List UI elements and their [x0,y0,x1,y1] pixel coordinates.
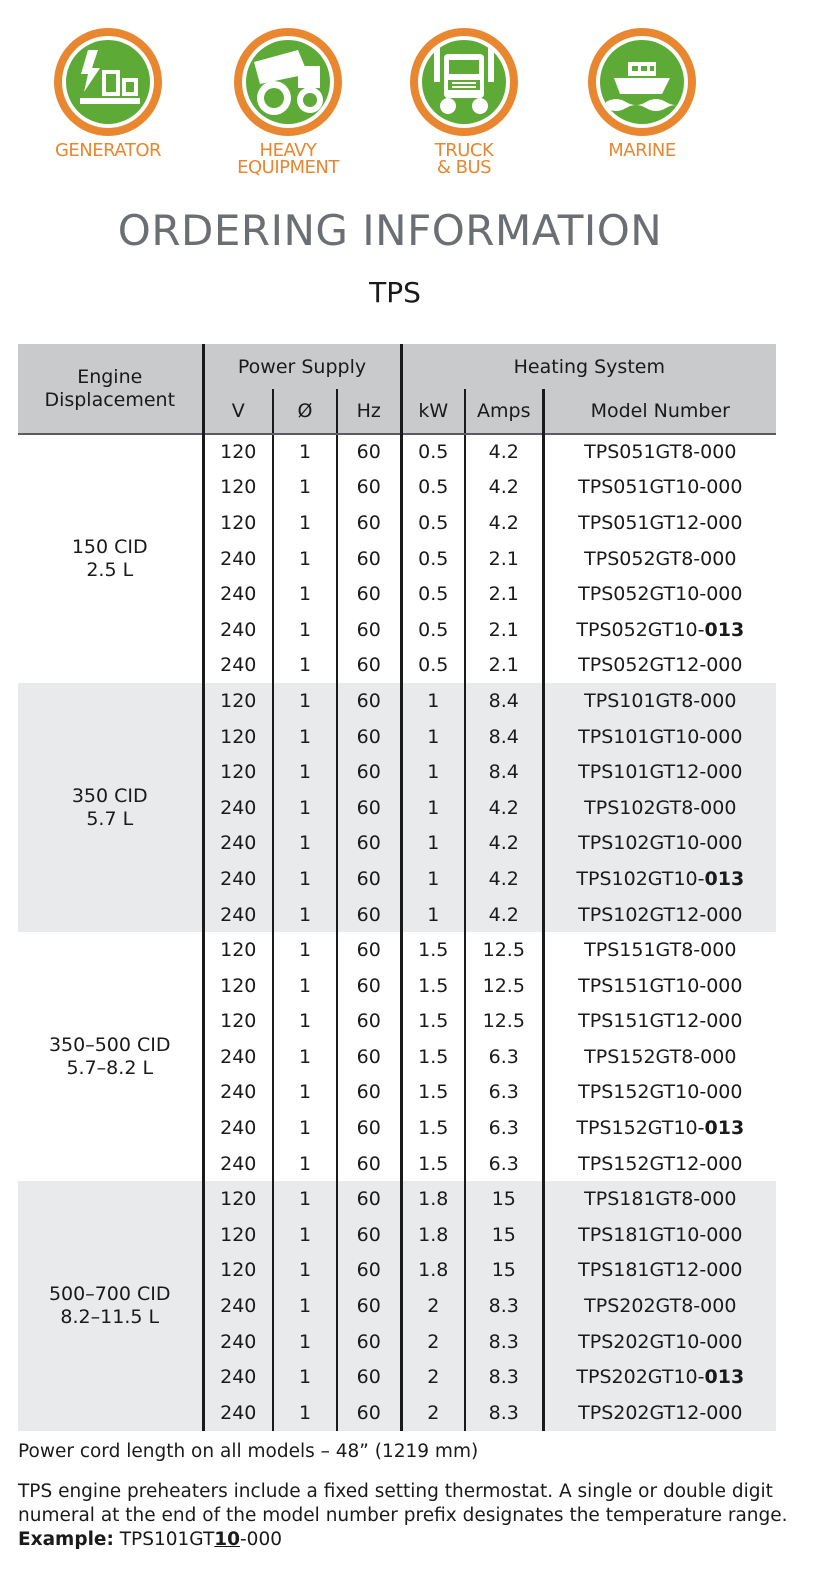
model-prefix: TPS202GT10- [576,1366,705,1389]
cell-model-number [543,1395,776,1431]
cell-model-number [543,790,776,826]
cell-phase: 1 [273,719,337,755]
cell-amps: 8.3 [465,1288,543,1324]
app-heavy-equipment [198,28,378,176]
cell-v: 120 [203,968,273,1004]
cell-phase: 1 [273,1395,337,1431]
model-prefix: TPS151GT12-000 [578,1010,743,1033]
cell-kw: 0.5 [401,576,465,612]
cell-hz: 60 [337,1004,401,1040]
cell-v: 240 [203,1110,273,1146]
cell-amps: 12.5 [465,932,543,968]
app-generator [18,28,198,159]
app-label: HEAVY EQUIPMENT [237,140,339,178]
model-prefix: TPS202GT10-000 [578,1330,743,1353]
cell-phase: 1 [273,1181,337,1217]
cell-phase: 1 [273,1288,337,1324]
cell-kw: 1.5 [401,1146,465,1182]
cell-phase: 1 [273,1039,337,1075]
model-prefix: TPS181GT12-000 [578,1259,743,1282]
cell-model-number [543,861,776,897]
cell-kw: 0.5 [401,612,465,648]
cell-v: 240 [203,1359,273,1395]
table-body [18,434,776,1431]
cell-kw: 2 [401,1359,465,1395]
table-row [18,1181,776,1217]
cell-v: 120 [203,1217,273,1253]
model-prefix: TPS102GT8-000 [584,796,737,819]
cell-amps: 8.3 [465,1324,543,1360]
header-phase: Ø [273,389,337,434]
cell-v: 240 [203,612,273,648]
cell-hz: 60 [337,1181,401,1217]
header-heating-system: Heating System [401,344,776,389]
cell-kw: 1 [401,683,465,719]
cell-kw: 1.8 [401,1253,465,1289]
cell-amps: 4.2 [465,861,543,897]
cell-hz: 60 [337,683,401,719]
model-prefix: TPS151GT10-000 [578,974,743,997]
cell-hz: 60 [337,612,401,648]
cell-model-number [543,1359,776,1395]
cell-v: 120 [203,683,273,719]
model-prefix: TPS202GT8-000 [584,1295,737,1318]
app-marine [552,28,732,159]
cell-phase: 1 [273,861,337,897]
cell-model-number [543,719,776,755]
cell-hz: 60 [337,719,401,755]
cell-v: 120 [203,470,273,506]
header-amps: Amps [465,389,543,434]
cell-hz: 60 [337,1395,401,1431]
header-hz: Hz [337,389,401,434]
cell-hz: 60 [337,897,401,933]
cell-v: 240 [203,1146,273,1182]
cell-hz: 60 [337,1217,401,1253]
cell-displacement: 350–500 CID 5.7–8.2 L [18,932,203,1181]
app-truck-bus [374,28,554,176]
cell-kw: 1.5 [401,932,465,968]
cell-phase: 1 [273,1217,337,1253]
cell-amps: 2.1 [465,648,543,684]
model-prefix: TPS101GT8-000 [584,689,737,712]
cell-phase: 1 [273,1004,337,1040]
model-prefix: TPS051GT12-000 [578,511,743,534]
cell-amps: 4.2 [465,470,543,506]
cell-hz: 60 [337,1146,401,1182]
model-suffix: 013 [704,867,745,890]
cell-kw: 1.5 [401,1039,465,1075]
cell-amps: 15 [465,1181,543,1217]
cell-model-number [543,754,776,790]
power-cord-note: Power cord length on all models – 48” (1219 mm) [18,1441,479,1462]
cell-phase: 1 [273,612,337,648]
cell-model-number [543,1110,776,1146]
cell-v: 120 [203,1181,273,1217]
model-suffix: 013 [704,1366,745,1389]
cell-hz: 60 [337,932,401,968]
cell-hz: 60 [337,576,401,612]
cell-hz: 60 [337,1324,401,1360]
cell-phase: 1 [273,1146,337,1182]
model-prefix: TPS151GT8-000 [584,939,737,962]
cell-amps: 6.3 [465,1075,543,1111]
cell-amps: 15 [465,1253,543,1289]
cell-phase: 1 [273,1110,337,1146]
cell-model-number [543,1004,776,1040]
cell-kw: 0.5 [401,541,465,577]
model-prefix: TPS051GT10-000 [578,476,743,499]
header-kw: kW [401,389,465,434]
cell-model-number [543,434,776,470]
cell-amps: 8.4 [465,683,543,719]
thermostat-note [18,1480,808,1552]
cell-amps: 4.2 [465,897,543,933]
cell-model-number [543,826,776,862]
application-icons [0,28,820,188]
cell-v: 240 [203,1288,273,1324]
cell-phase: 1 [273,1253,337,1289]
cell-v: 120 [203,719,273,755]
cell-hz: 60 [337,861,401,897]
cell-amps: 6.3 [465,1110,543,1146]
cell-kw: 0.5 [401,505,465,541]
cell-v: 240 [203,897,273,933]
cell-kw: 1.5 [401,968,465,1004]
cell-hz: 60 [337,1039,401,1075]
cell-model-number [543,505,776,541]
model-prefix: TPS052GT8-000 [584,547,737,570]
cell-phase: 1 [273,1359,337,1395]
cell-amps: 8.4 [465,754,543,790]
cell-displacement: 350 CID 5.7 L [18,683,203,932]
cell-kw: 1.8 [401,1181,465,1217]
truck-bus-icon [422,40,506,124]
cell-v: 240 [203,1075,273,1111]
model-suffix: 013 [704,1117,745,1140]
model-suffix: 013 [704,618,745,641]
cell-model-number [543,1075,776,1111]
page-subtitle: TPS [369,276,421,309]
cell-amps: 8.3 [465,1359,543,1395]
cell-hz: 60 [337,754,401,790]
cell-model-number [543,470,776,506]
cell-model-number [543,1324,776,1360]
cell-v: 240 [203,648,273,684]
model-prefix: TPS181GT10-000 [578,1223,743,1246]
model-prefix: TPS051GT8-000 [584,441,737,464]
generator-icon [66,40,150,124]
cell-amps: 6.3 [465,1039,543,1075]
model-prefix: TPS152GT10-000 [578,1081,743,1104]
cell-model-number [543,541,776,577]
cell-kw: 1.5 [401,1004,465,1040]
cell-phase: 1 [273,932,337,968]
cell-v: 240 [203,576,273,612]
cell-model-number [543,1039,776,1075]
model-prefix: TPS052GT10-000 [578,583,743,606]
model-prefix: TPS101GT10-000 [578,725,743,748]
cell-kw: 0.5 [401,470,465,506]
cell-v: 240 [203,826,273,862]
cell-kw: 2 [401,1288,465,1324]
header-v: V [203,389,273,434]
cell-kw: 1 [401,754,465,790]
cell-kw: 1.8 [401,1217,465,1253]
cell-kw: 1.5 [401,1075,465,1111]
cell-displacement: 150 CID 2.5 L [18,434,203,683]
cell-model-number [543,1146,776,1182]
cell-phase: 1 [273,754,337,790]
ordering-table [18,344,776,1431]
model-prefix: TPS152GT12-000 [578,1152,743,1175]
cell-hz: 60 [337,1288,401,1324]
example-label: Example: [18,1529,114,1550]
example-highlight: 10 [214,1529,240,1550]
cell-kw: 1 [401,790,465,826]
model-prefix: TPS052GT10- [576,618,705,641]
model-prefix: TPS102GT12-000 [578,903,743,926]
cell-v: 240 [203,861,273,897]
cell-v: 120 [203,754,273,790]
cell-kw: 1 [401,719,465,755]
model-prefix: TPS101GT12-000 [578,761,743,784]
table-row [18,932,776,968]
cell-phase: 1 [273,968,337,1004]
table-row [18,434,776,470]
cell-model-number [543,576,776,612]
heavy-equipment-icon [246,40,330,124]
model-prefix: TPS181GT8-000 [584,1188,737,1211]
marine-icon [600,40,684,124]
cell-hz: 60 [337,434,401,470]
cell-hz: 60 [337,470,401,506]
cell-phase: 1 [273,1324,337,1360]
cell-v: 240 [203,1324,273,1360]
cell-amps: 15 [465,1217,543,1253]
example-pre: TPS101GT [113,1529,215,1550]
cell-phase: 1 [273,826,337,862]
model-prefix: TPS102GT10-000 [578,832,743,855]
cell-v: 240 [203,790,273,826]
header-engine-displacement: Engine Displacement [18,344,203,434]
cell-kw: 2 [401,1324,465,1360]
app-label: GENERATOR [54,140,162,161]
cell-amps: 4.2 [465,790,543,826]
cell-phase: 1 [273,505,337,541]
cell-v: 240 [203,1039,273,1075]
app-label: MARINE [608,140,676,161]
cell-v: 240 [203,1395,273,1431]
cell-hz: 60 [337,505,401,541]
cell-model-number [543,1181,776,1217]
cell-model-number [543,1253,776,1289]
cell-amps: 12.5 [465,968,543,1004]
example-post: -000 [240,1529,282,1550]
cell-kw: 1 [401,897,465,933]
header-model-number: Model Number [543,389,776,434]
cell-v: 120 [203,1004,273,1040]
cell-displacement: 500–700 CID 8.2–11.5 L [18,1181,203,1430]
cell-hz: 60 [337,1253,401,1289]
cell-model-number [543,932,776,968]
cell-phase: 1 [273,1075,337,1111]
cell-kw: 1 [401,826,465,862]
cell-hz: 60 [337,648,401,684]
cell-amps: 2.1 [465,541,543,577]
cell-amps: 4.2 [465,826,543,862]
cell-hz: 60 [337,1359,401,1395]
cell-kw: 1.5 [401,1110,465,1146]
page-title: ORDERING INFORMATION [117,206,663,255]
cell-phase: 1 [273,434,337,470]
cell-model-number [543,683,776,719]
thermostat-text: TPS engine preheaters include a fixed setting thermostat. A single or double digit numeral at the end of the model number prefix designates the temperature range. [18,1481,788,1526]
cell-phase: 1 [273,541,337,577]
header-power-supply: Power Supply [203,344,401,389]
cell-v: 120 [203,434,273,470]
cell-v: 120 [203,1253,273,1289]
cell-v: 120 [203,505,273,541]
cell-phase: 1 [273,790,337,826]
cell-v: 240 [203,541,273,577]
cell-phase: 1 [273,897,337,933]
cell-hz: 60 [337,1075,401,1111]
cell-model-number [543,968,776,1004]
cell-phase: 1 [273,648,337,684]
cell-kw: 0.5 [401,434,465,470]
model-prefix: TPS152GT8-000 [584,1045,737,1068]
cell-hz: 60 [337,1110,401,1146]
cell-phase: 1 [273,576,337,612]
model-prefix: TPS152GT10- [576,1117,705,1140]
cell-hz: 60 [337,790,401,826]
cell-amps: 2.1 [465,612,543,648]
cell-phase: 1 [273,470,337,506]
table-row [18,683,776,719]
cell-model-number [543,897,776,933]
cell-model-number [543,1217,776,1253]
cell-amps: 6.3 [465,1146,543,1182]
cell-amps: 12.5 [465,1004,543,1040]
cell-amps: 4.2 [465,434,543,470]
cell-amps: 4.2 [465,505,543,541]
app-label: TRUCK & BUS [434,140,494,178]
cell-kw: 2 [401,1395,465,1431]
cell-v: 120 [203,932,273,968]
cell-model-number [543,648,776,684]
model-prefix: TPS102GT10- [576,867,705,890]
model-prefix: TPS202GT12-000 [578,1401,743,1424]
cell-model-number [543,1288,776,1324]
cell-amps: 8.3 [465,1395,543,1431]
cell-hz: 60 [337,968,401,1004]
cell-kw: 1 [401,861,465,897]
cell-model-number [543,612,776,648]
cell-kw: 0.5 [401,648,465,684]
cell-hz: 60 [337,826,401,862]
cell-hz: 60 [337,541,401,577]
cell-phase: 1 [273,683,337,719]
model-prefix: TPS052GT12-000 [578,654,743,677]
cell-amps: 2.1 [465,576,543,612]
cell-amps: 8.4 [465,719,543,755]
